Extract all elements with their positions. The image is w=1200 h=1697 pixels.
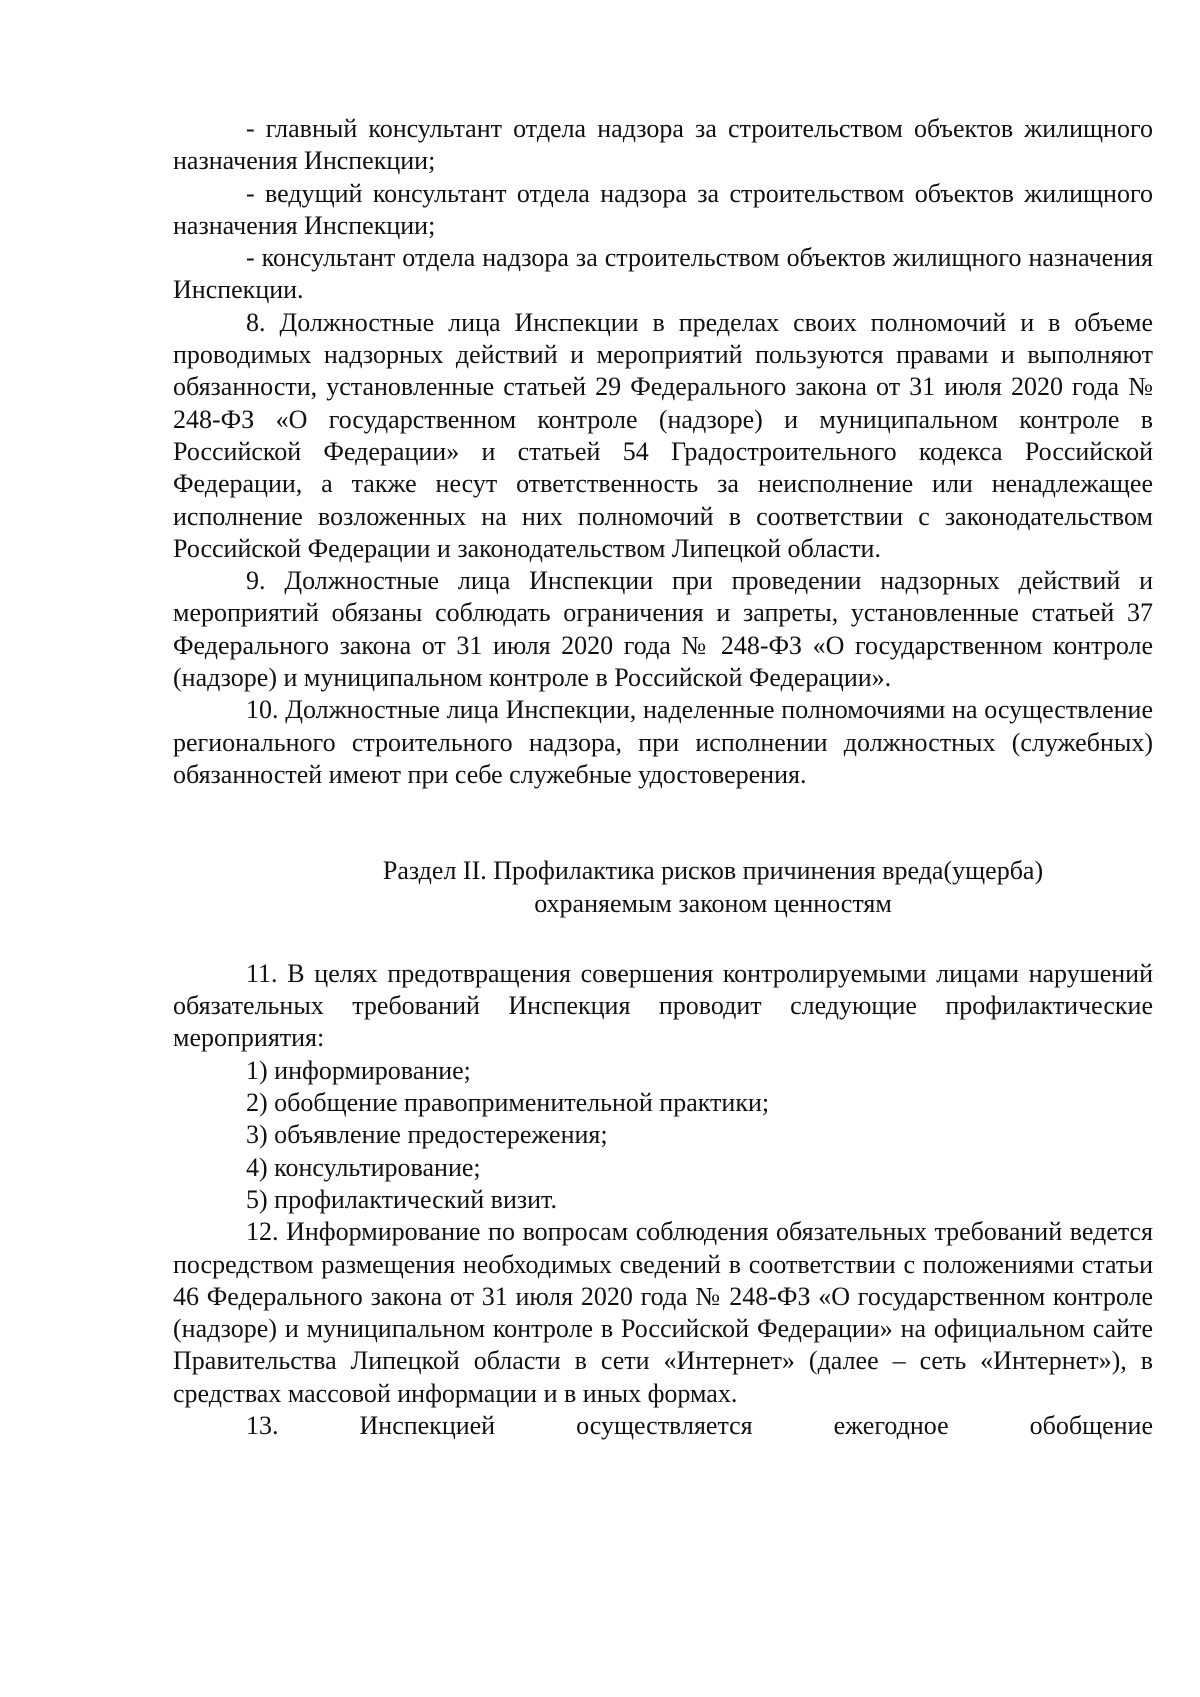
paragraph-lead-consultant: - ведущий консультант отдела надзора за строительством объектов жилищного назначения Инспекции; xyxy=(173,178,1153,240)
paragraph-8: 8. Должностные лица Инспекции в пределах своих полномочий и в объеме проводимых надзорных действий и мероприятий пользуются правами и выполняют обязанности, установленные статьей 29 Федерального закона от 31 июля 2020 года № 248-ФЗ «О государственном контроле (надзоре) и муниципальном контроле в Российской Федерации» и статьей 54 Градостроительного кодекса Российской Федерации, а также несут ответственность за неисполнение или ненадлежащее исполнение возложенных на них полномочий в соответствии с законодательством Российской Федерации и законодательством Липецкой области. xyxy=(173,307,1153,563)
paragraph-main-consultant: - главный консультант отдела надзора за строительством объектов жилищного назначения Инспекции; xyxy=(173,114,1153,176)
spacer xyxy=(173,920,1153,958)
list-item: 2) обобщение правоприменительной практики; xyxy=(246,1088,770,1118)
paragraph-11: 11. В целях предотвращения совершения контролируемыми лицами нарушений обязательных требований Инспекция проводит следующие профилактические мероприятия: xyxy=(173,958,1153,1053)
list-item: 3) объявление предостережения; xyxy=(246,1120,608,1150)
paragraph-10: 10. Должностные лица Инспекции, наделенные полномочиями на осуществление регионального строительного надзора, при исполнении должностных (служебных) обязанностей имеют при себе служебные удостоверения. xyxy=(173,695,1153,789)
document-body xyxy=(173,113,1153,1442)
paragraph-12: 12. Информирование по вопросам соблюдения обязательных требований ведется посредством размещения необходимых сведений в соответствии с положениями статьи 46 Федерального закона от 31 июля 2020 года № 248-ФЗ «О государственном контроле (надзоре) и муниципальном контроле в Российской Федерации» на официальном сайте Правительства Липецкой области в сети «Интернет» (далее – сеть «Интернет»), в средствах массовой информации и в иных формах. xyxy=(173,1217,1153,1408)
section-heading-line-1: Раздел II. Профилактика рисков причинения вреда(ущерба) xyxy=(382,856,1044,886)
paragraph-9: 9. Должностные лица Инспекции при проведении надзорных действий и мероприятий обязаны соблюдать ограничения и запреты, установленные статьей 37 Федерального закона от 31 июля 2020 года № 248-ФЗ «О государственном контроле (надзоре) и муниципальном контроле в Российской Федерации». xyxy=(173,566,1153,693)
section-heading-line-2: охраняемым законом ценностям xyxy=(534,888,892,918)
spacer xyxy=(173,791,1153,855)
paragraph-consultant: - консультант отдела надзора за строительством объектов жилищного назначения Инспекции. xyxy=(173,243,1153,305)
list-item: 4) консультирование; xyxy=(246,1152,481,1182)
list-item: 5) профилактический визит. xyxy=(246,1184,557,1214)
paragraph-13: 13. Инспекцией осуществляется ежегодное обобщение xyxy=(246,1410,1153,1440)
list-item: 1) информирование; xyxy=(246,1055,471,1085)
section-heading xyxy=(173,855,1153,920)
